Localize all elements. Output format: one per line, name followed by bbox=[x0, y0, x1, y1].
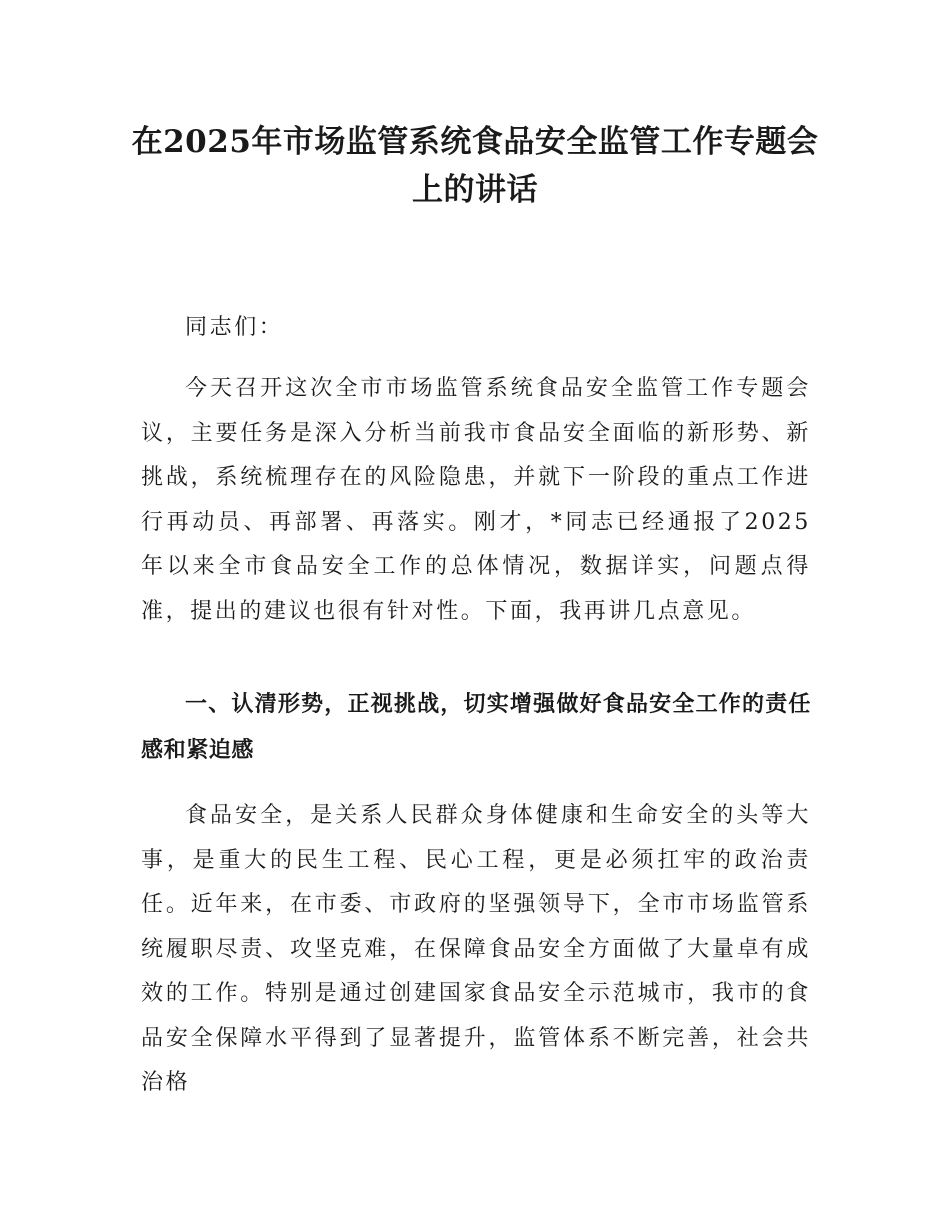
document-title: 在2025年市场监管系统食品安全监管工作专题会上的讲话 bbox=[131, 124, 819, 208]
salutation: 同志们： bbox=[185, 315, 284, 340]
section-heading-1: 一、认清形势，正视挑战，切实增强做好食品安全工作的责任感和紧迫感 bbox=[141, 692, 811, 763]
paragraph-section-1: 食品安全，是关系人民群众身体健康和生命安全的头等大事，是重大的民生工程、民心工程，更是必须扛牢的政治责任。近年来，在市委、市政府的坚强领导下，全市市场监管系统履职尽责、攻坚克难，在保障食品安全方面做了大量卓有成效的工作。特别是通过创建国家食品安全示范城市，我市的食品安全保障水平得到了显著提升，监管体系不断完善，社会共治格 bbox=[141, 803, 811, 1095]
paragraph-intro: 今天召开这次全市市场监管系统食品安全监管工作专题会议，主要任务是深入分析当前我市食品安全面临的新形势、新挑战，系统梳理存在的风险隐患，并就下一阶段的重点工作进行再动员、再部署、再落实。刚才，*同志已经通报了2025年以来全市食品安全工作的总体情况，数据详实，问题点得准，提出的建议也很有针对性。下面，我再讲几点意见。 bbox=[141, 376, 811, 624]
